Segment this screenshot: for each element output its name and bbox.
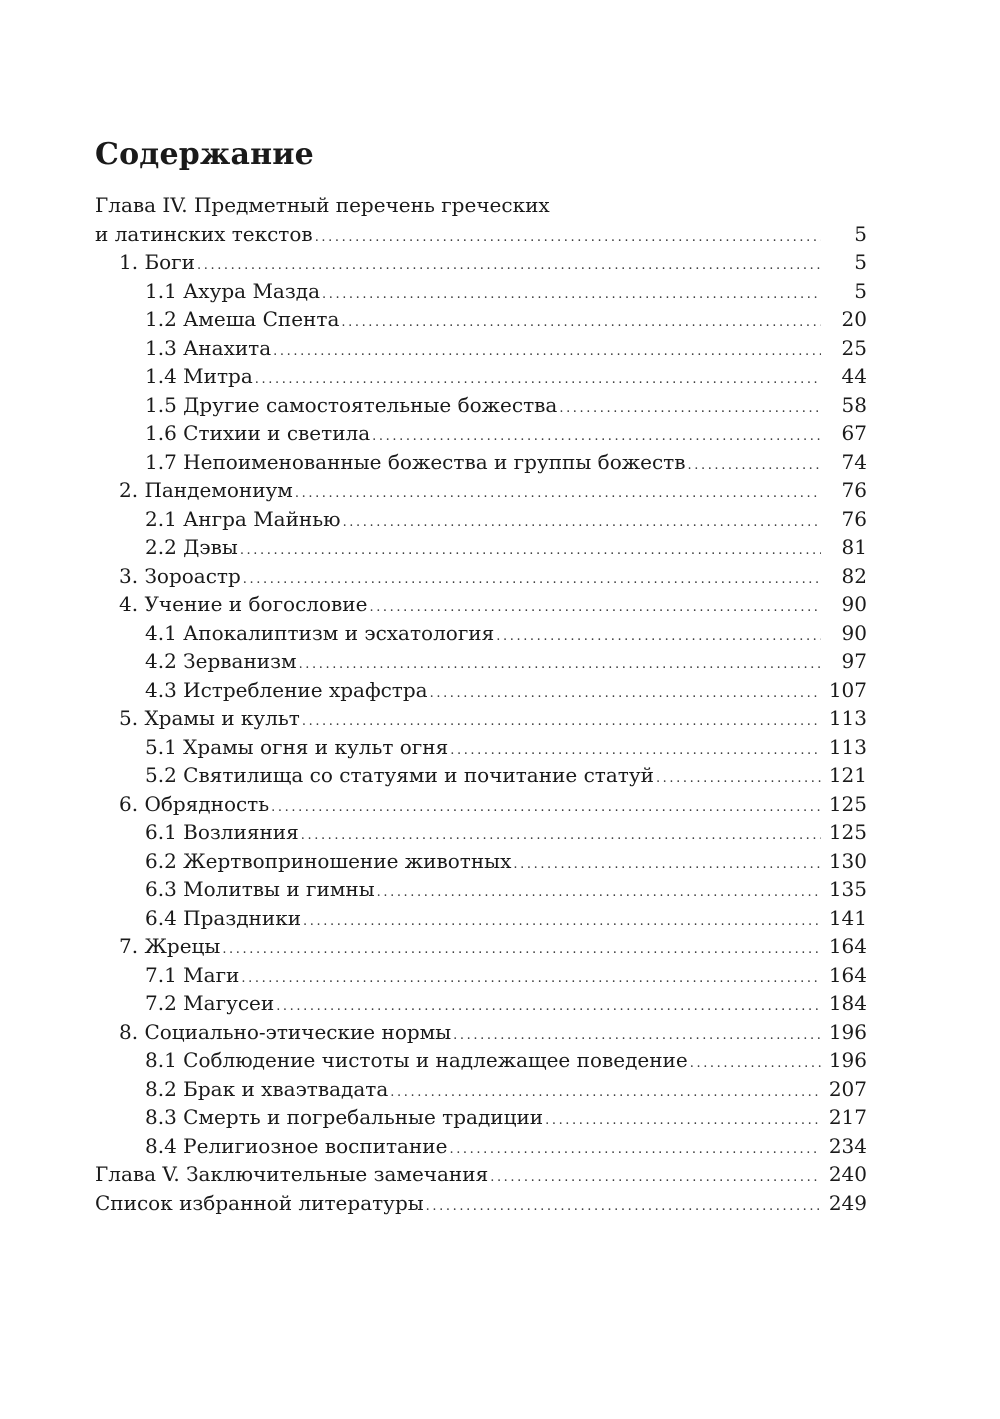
toc-entry-label: 4.3 Истребление храфстра xyxy=(145,677,428,702)
toc-entry-label: 7.1 Маги xyxy=(145,962,240,987)
dot-leader xyxy=(377,879,821,908)
toc-entry-page-number: 97 xyxy=(841,649,867,673)
toc-entry-page-number: 5 xyxy=(854,250,867,274)
toc-entry-page-number: 76 xyxy=(841,506,867,531)
toc-entries xyxy=(95,220,867,1218)
toc-entry xyxy=(95,419,867,448)
toc-entry-label: 4. Учение и богословие xyxy=(119,592,368,616)
toc-entry-label: 8.1 Соблюдение чистоты и надлежащее поведение xyxy=(145,1048,688,1072)
toc-entry-label: 1.3 Анахита xyxy=(145,335,272,360)
toc-entry-label: 5. Храмы и культ xyxy=(119,706,300,730)
toc-entry-label: 8. Социально-этические нормы xyxy=(119,1019,452,1044)
dot-leader xyxy=(222,936,821,965)
toc-entry-page-number: 113 xyxy=(828,734,867,759)
toc-entry-page-number: 5 xyxy=(854,221,867,246)
toc-entry-page-number: 107 xyxy=(828,677,867,702)
toc-entry xyxy=(95,562,867,591)
dot-leader xyxy=(513,851,821,880)
toc-entry-label: 1.1 Ахура Мазда xyxy=(145,278,320,303)
dot-leader xyxy=(303,908,821,937)
toc-entry xyxy=(95,362,867,391)
toc-entry xyxy=(95,676,867,705)
toc-entry-page-number: 217 xyxy=(828,1105,867,1129)
toc-entry-label: 1.4 Митра xyxy=(145,364,253,388)
dot-leader xyxy=(322,281,821,310)
page-title: Содержание xyxy=(95,137,314,172)
toc-entry-page-number: 125 xyxy=(828,820,867,844)
dot-leader xyxy=(341,309,821,338)
toc-entry-page-number: 135 xyxy=(828,877,867,901)
toc-entry xyxy=(95,619,867,648)
dot-leader xyxy=(241,965,821,994)
toc-entry-label: 8.4 Религиозное воспитание xyxy=(145,1133,448,1158)
toc-entry xyxy=(95,733,867,762)
toc-entry-page-number: 81 xyxy=(841,535,867,559)
toc-entry-page-number: 125 xyxy=(828,791,867,816)
toc-entry xyxy=(95,248,867,277)
toc-entry-page-number: 234 xyxy=(828,1133,867,1158)
toc-entry-label: 2.1 Ангра Майнью xyxy=(145,506,341,531)
toc-entry-label: Глава V. Заключительные замечания xyxy=(95,1162,489,1186)
dot-leader xyxy=(273,338,821,367)
toc-entry-label: 1.2 Амеша Спента xyxy=(145,307,340,331)
dot-leader xyxy=(240,537,821,566)
toc-entry-label: 6.1 Возлияния xyxy=(145,820,299,844)
toc-entry xyxy=(95,1103,867,1132)
dot-leader xyxy=(496,623,821,652)
toc-entry-label: 8.3 Смерть и погребальные традиции xyxy=(145,1105,544,1129)
toc-entry-page-number: 58 xyxy=(841,392,867,417)
toc-entry-label: 6.3 Молитвы и гимны xyxy=(145,877,375,901)
toc-entry xyxy=(95,875,867,904)
toc-entry xyxy=(95,932,867,961)
toc-entry-label: 7. Жрецы xyxy=(119,934,221,958)
toc-entry-page-number: 164 xyxy=(828,934,867,958)
toc-entry-label: 1. Боги xyxy=(119,250,195,274)
toc-entry-page-number: 121 xyxy=(828,763,867,787)
toc-entry xyxy=(95,590,867,619)
toc-entry xyxy=(95,277,867,306)
toc-entry xyxy=(95,305,867,334)
toc-entry-label: 6.4 Праздники xyxy=(145,905,302,930)
toc-entry-label: 2. Пандемониум xyxy=(119,478,293,502)
toc-entry-label: 4.1 Апокалиптизм и эсхатология xyxy=(145,620,495,645)
toc-entry xyxy=(95,961,867,990)
toc-entry-label: 7.2 Магусеи xyxy=(145,991,275,1015)
dot-leader xyxy=(490,1164,821,1193)
toc-entry xyxy=(95,904,867,933)
table-of-contents xyxy=(95,191,867,1217)
toc-heading-line: Глава IV. Предметный перечень греческих xyxy=(95,193,550,217)
toc-entry-page-number: 240 xyxy=(828,1162,867,1186)
toc-entry-label: 5.1 Храмы огня и культ огня xyxy=(145,734,449,759)
dot-leader xyxy=(545,1107,821,1136)
dot-leader xyxy=(315,224,821,253)
toc-entry-page-number: 113 xyxy=(828,706,867,730)
toc-entry-page-number: 196 xyxy=(828,1048,867,1072)
toc-entry xyxy=(95,989,867,1018)
toc-entry xyxy=(95,790,867,819)
toc-entry-page-number: 141 xyxy=(828,905,867,930)
dot-leader xyxy=(656,765,821,794)
toc-entry-page-number: 130 xyxy=(828,848,867,873)
toc-entry-label: 3. Зороастр xyxy=(119,563,241,588)
toc-entry-page-number: 82 xyxy=(841,563,867,588)
dot-leader xyxy=(426,1193,821,1222)
toc-entry-page-number: 20 xyxy=(841,307,867,331)
toc-entry xyxy=(95,761,867,790)
toc-entry xyxy=(95,1189,867,1218)
toc-entry xyxy=(95,533,867,562)
toc-entry xyxy=(95,704,867,733)
toc-entry-page-number: 249 xyxy=(828,1190,867,1215)
toc-entry-label: 8.2 Брак и хваэтвадата xyxy=(145,1076,389,1101)
toc-entry-page-number: 76 xyxy=(841,478,867,502)
toc-entry xyxy=(95,476,867,505)
toc-entry-page-number: 207 xyxy=(828,1076,867,1101)
toc-entry xyxy=(95,391,867,420)
toc-entry-label: 2.2 Дэвы xyxy=(145,535,238,559)
toc-entry xyxy=(95,448,867,477)
dot-leader xyxy=(271,794,821,823)
dot-leader xyxy=(449,1136,821,1165)
toc-entry-page-number: 74 xyxy=(841,449,867,474)
toc-entry xyxy=(95,220,867,249)
dot-leader xyxy=(690,1050,821,1079)
toc-entry-label: Список избранной литературы xyxy=(95,1190,424,1215)
toc-entry xyxy=(95,818,867,847)
dot-leader xyxy=(688,452,822,481)
toc-entry-label: 6.2 Жертвоприношение животных xyxy=(145,848,512,873)
toc-entry-page-number: 164 xyxy=(828,962,867,987)
dot-leader xyxy=(343,509,821,538)
toc-entry-label: 4.2 Зерванизм xyxy=(145,649,297,673)
toc-entry xyxy=(95,1018,867,1047)
toc-entry-page-number: 44 xyxy=(841,364,867,388)
dot-leader xyxy=(295,480,821,509)
toc-entry xyxy=(95,847,867,876)
toc-entry xyxy=(95,1132,867,1161)
toc-entry-page-number: 67 xyxy=(841,421,867,445)
toc-entry-label: 5.2 Святилища со статуями и почитание статуй xyxy=(145,763,654,787)
toc-entry-label: 1.5 Другие самостоятельные божества xyxy=(145,392,558,417)
toc-entry xyxy=(95,1046,867,1075)
toc-entry-page-number: 196 xyxy=(828,1019,867,1044)
toc-entry xyxy=(95,1075,867,1104)
toc-entry-page-number: 90 xyxy=(841,620,867,645)
toc-entry-label: 1.6 Стихии и светила xyxy=(145,421,371,445)
toc-entry-page-number: 184 xyxy=(828,991,867,1015)
toc-entry xyxy=(95,1160,867,1189)
toc-entry xyxy=(95,647,867,676)
toc-entry-page-number: 25 xyxy=(841,335,867,360)
toc-entry xyxy=(95,334,867,363)
toc-entry-page-number: 90 xyxy=(841,592,867,616)
toc-entry-label: 1.7 Непоименованные божества и группы божеств xyxy=(145,449,686,474)
toc-entry-label: 6. Обрядность xyxy=(119,791,270,816)
dot-leader xyxy=(559,395,821,424)
toc-entry xyxy=(95,505,867,534)
dot-leader xyxy=(430,680,821,709)
toc-entry-label: и латинских текстов xyxy=(95,221,313,246)
toc-entry-page-number: 5 xyxy=(854,278,867,303)
